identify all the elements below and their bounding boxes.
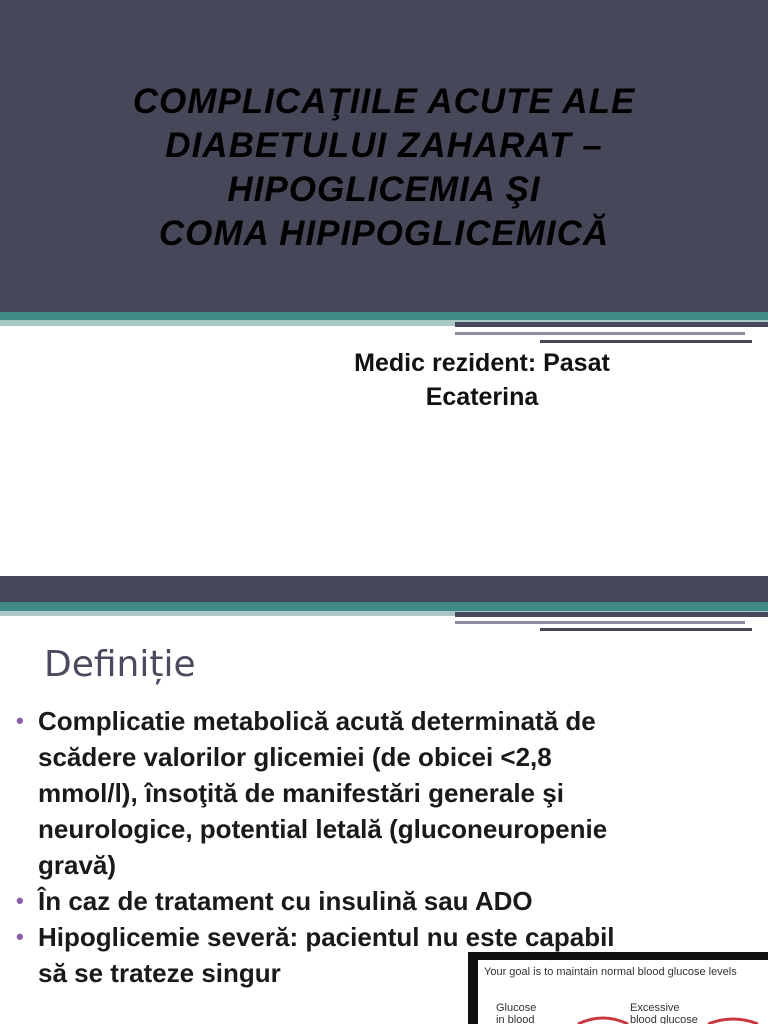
slide2-stripe-gray bbox=[455, 621, 745, 624]
definition-bullet-list bbox=[16, 703, 756, 991]
slide2-header-bar bbox=[0, 576, 768, 602]
bullet-dot-icon: • bbox=[16, 924, 24, 949]
bullet-1-line-4: neurologice, potential letală (gluconeuropenie bbox=[38, 814, 608, 844]
blood-vessel-graphic bbox=[478, 960, 768, 1024]
bullet-3-line-1: Hipoglicemie severă: pacientul nu este capabil bbox=[38, 922, 615, 952]
label-right-line-2: blood glucose bbox=[630, 1014, 698, 1024]
bullet-1-line-2: scădere valorilor glicemiei (de obicei <2,8 bbox=[38, 742, 552, 772]
title-line-4: COMA HIPIPOGLICEMICĂ bbox=[158, 214, 610, 253]
bullet-item-1 bbox=[16, 703, 756, 883]
subtitle-line-1: Medic rezident: Pasat bbox=[354, 349, 610, 377]
title-line-2: DIABETULUI ZAHARAT – bbox=[165, 126, 603, 165]
bullet-dot-icon: • bbox=[16, 888, 24, 913]
slide2-stripe-dark-2 bbox=[540, 628, 752, 631]
presenter-name bbox=[300, 346, 664, 414]
slide-title bbox=[40, 80, 728, 256]
title-line-3: HIPOGLICEMIA ŞI bbox=[227, 170, 541, 209]
glucose-illustration bbox=[468, 952, 768, 1024]
bullet-3-line-2: să se trateze singur bbox=[38, 958, 281, 988]
bullet-2-line-1: În caz de tratament cu insulină sau ADO bbox=[38, 886, 533, 916]
bullet-1-line-3: mmol/l), însoţită de manifestări generale şi bbox=[38, 778, 564, 808]
illustration-panel bbox=[478, 960, 768, 1024]
title-line-1: COMPLICAŢIILE ACUTE ALE bbox=[132, 82, 636, 121]
bullet-dot-icon: • bbox=[16, 708, 24, 733]
bullet-1-line-5: gravă) bbox=[38, 850, 117, 880]
header-stripe-teal bbox=[0, 312, 768, 320]
bullet-1-line-1: Complicatie metabolică acută determinată de bbox=[38, 706, 596, 736]
definition-heading: Definiție bbox=[44, 644, 196, 685]
slide2-stripe-dark-1 bbox=[455, 612, 768, 617]
subtitle-line-2: Ecaterina bbox=[425, 383, 539, 411]
label-right-line-1: Excessive bbox=[630, 1002, 680, 1014]
slide2-stripe-teal bbox=[0, 602, 768, 611]
label-left-line-2: in blood bbox=[496, 1014, 535, 1024]
header-stripe-dark-1 bbox=[455, 322, 768, 327]
header-stripe-gray bbox=[455, 332, 745, 335]
label-left-line-1: Glucose bbox=[496, 1002, 537, 1014]
illustration-caption: Your goal is to maintain normal blood glucose levels bbox=[484, 966, 737, 978]
header-stripe-dark-2 bbox=[540, 340, 752, 343]
bullet-item-2 bbox=[16, 883, 756, 919]
